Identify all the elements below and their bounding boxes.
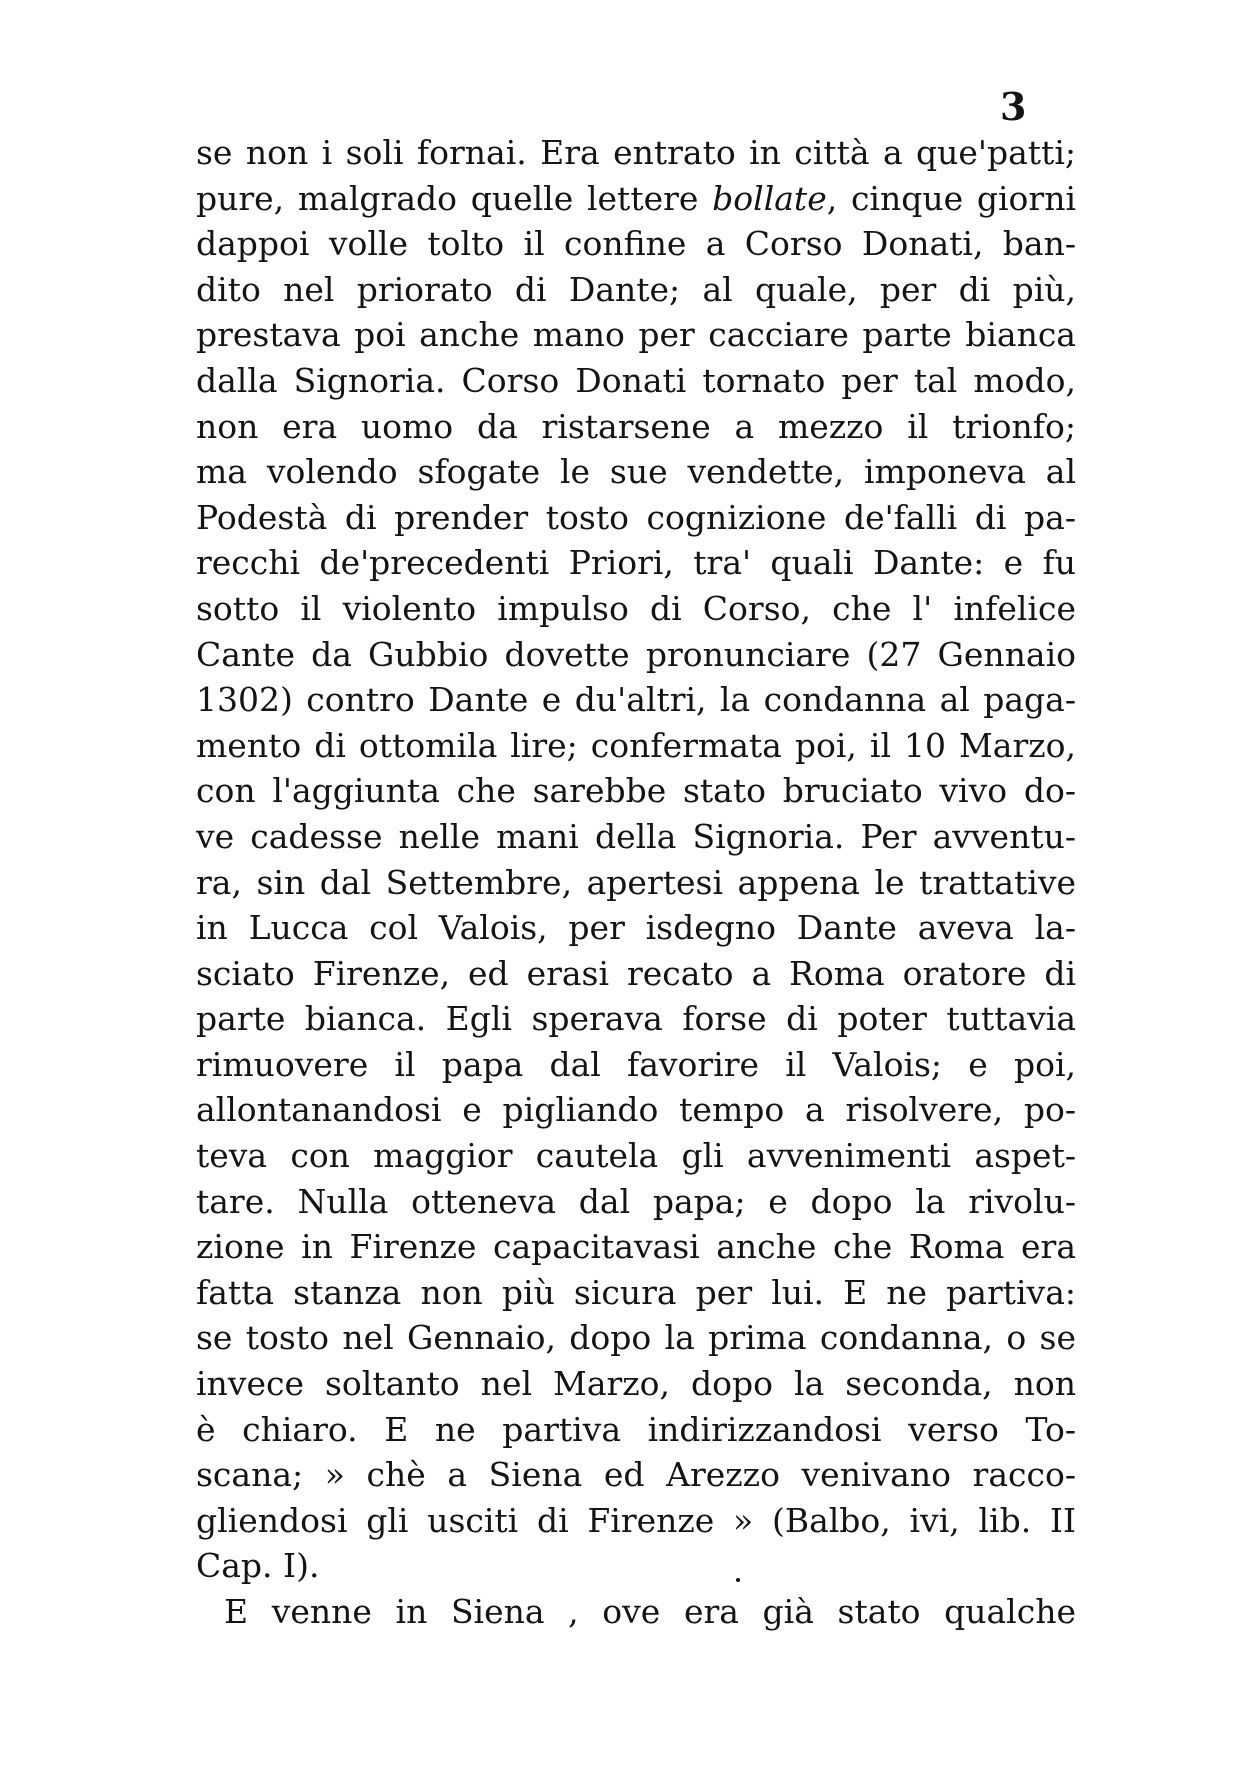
text-line: in Lucca col Valois, per isdegno Dante aveva la- <box>196 908 1076 948</box>
text-line: con l'aggiunta che sarebbe stato bruciato vivo do- <box>196 771 1076 811</box>
text-line: ra, sin dal Settembre, apertesi appena le trattative <box>196 862 1076 902</box>
text-line: tare. Nulla otteneva dal papa; e dopo la rivolu- <box>196 1181 1076 1221</box>
text-line: invece soltanto nel Marzo, dopo la seconda, non <box>196 1364 1076 1404</box>
text-line: mento di ottomila lire; confermata poi, il 10 Marzo, <box>196 725 1076 765</box>
text-line: sciato Firenze, ed erasi recato a Roma oratore di <box>196 953 1076 993</box>
body-text <box>196 130 1076 1635</box>
text-line: non era uomo da ristarsene a mezzo il trionfo; <box>196 406 1076 446</box>
text-line: dappoi volle tolto il confine a Corso Donati, ban- <box>196 224 1076 264</box>
text-line: recchi de'precedenti Priori, tra' quali Dante: e fu <box>196 543 1076 583</box>
text-line-part: , cinque giorni <box>826 178 1076 218</box>
text-line: ve cadesse nelle mani della Signoria. Per avventu- <box>196 816 1076 856</box>
text-line: allontanandosi e pigliando tempo a risolvere, po- <box>196 1090 1076 1130</box>
text-line: se tosto nel Gennaio, dopo la prima condanna, o se <box>196 1318 1076 1358</box>
text-line: rimuovere il papa dal favorire il Valois; e poi, <box>196 1044 1076 1084</box>
page-number: 3 <box>1000 84 1027 129</box>
text-line: teva con maggior cautela gli avvenimenti aspet- <box>196 1136 1076 1176</box>
text-line: zione in Firenze capacitavasi anche che Roma era <box>196 1227 1076 1267</box>
text-line <box>196 176 1076 222</box>
text-line: ma volendo sfogate le sue vendette, imponeva al <box>196 452 1076 492</box>
text-line: scana; » chè a Siena ed Arezzo venivano racco- <box>196 1455 1076 1495</box>
italic-word: bollate <box>712 178 827 218</box>
text-line: gliendosi gli usciti di Firenze » (Balbo, ivi, lib. II <box>196 1500 1076 1540</box>
text-line-part: pure, malgrado quelle lettere <box>196 178 699 218</box>
text-line: 1302) contro Dante e du'altri, la condanna al paga- <box>196 680 1076 720</box>
text-line: Podestà di prender tosto cognizione de'falli di pa- <box>196 497 1076 537</box>
text-line: sotto il violento impulso di Corso, che l' infelice <box>196 588 1076 628</box>
ink-speck <box>736 1578 740 1582</box>
text-line: Cap. I). <box>196 1546 320 1586</box>
text-line: fatta stanza non più sicura per lui. E ne partiva: <box>196 1272 1076 1312</box>
text-line: parte bianca. Egli sperava forse di poter tuttavia <box>196 999 1076 1039</box>
text-line: prestava poi anche mano per cacciare parte bianca <box>196 315 1076 355</box>
text-line: dito nel priorato di Dante; al quale, per di più, <box>196 269 1076 309</box>
text-line: dalla Signoria. Corso Donati tornato per tal modo, <box>196 360 1076 400</box>
text-line: se non i soli fornai. Era entrato in città a que'patti; <box>196 133 1076 172</box>
paragraph-start-line: E venne in Siena , ove era già stato qualche <box>224 1592 1076 1631</box>
text-line: è chiaro. E ne partiva indirizzandosi verso To- <box>196 1409 1076 1449</box>
text-line: Cante da Gubbio dovette pronunciare (27 Gennaio <box>196 634 1076 674</box>
